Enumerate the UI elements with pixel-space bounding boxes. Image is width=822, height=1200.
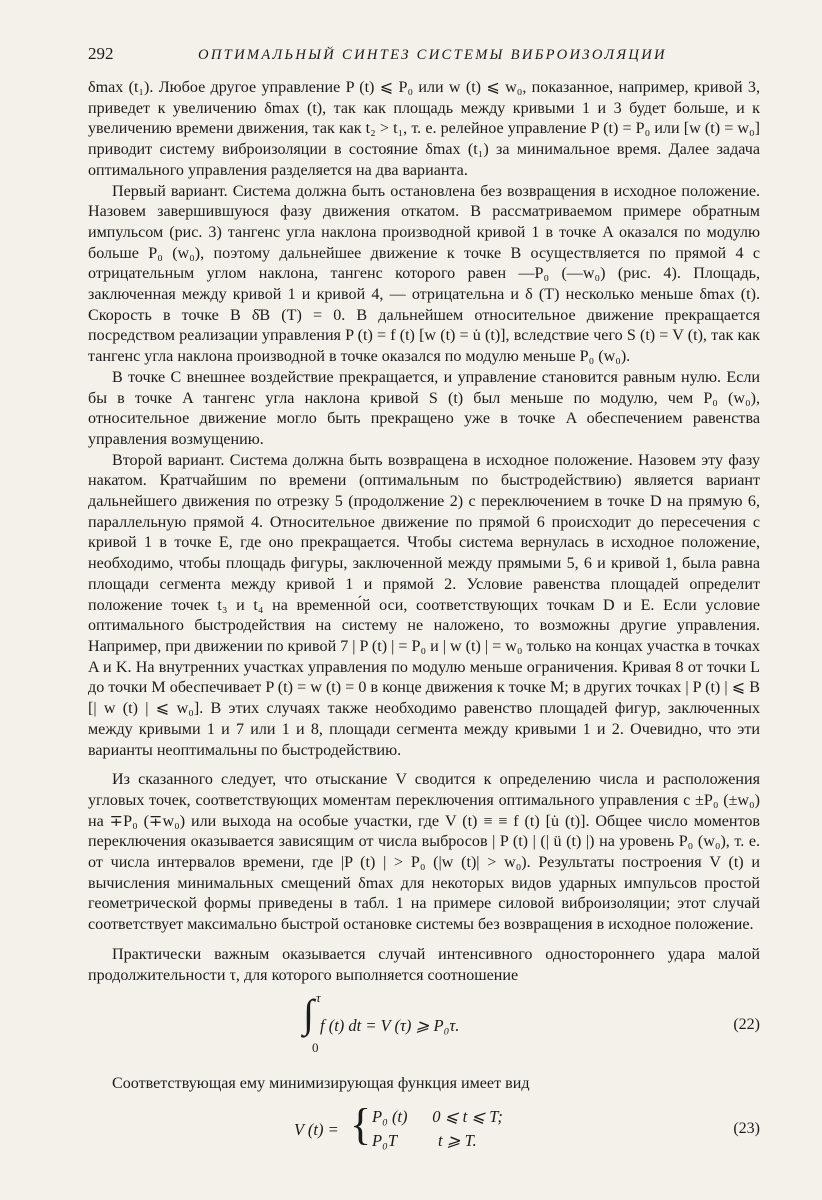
equation-23-row-2: P₀T t ⩾ T. [372, 1130, 477, 1150]
integral-upper-limit: τ [316, 990, 321, 1006]
paragraph-4: Второй вариант. Система должна быть возвращена в исходное положение. Назовем эту фазу накатом. Кратчайшим по времени (оптимальным по быстродействию) является вариант дальнейшего движения по отрезку 5 (продолжение 2) с переключением в точке D на прямую 6, параллельную прямой 4. Относительное движение по прямой 6 происходит до пересечения с кривой 1 в точке E, где оно прекращается. Чтобы система вернулась в исходное положение, необходимо, чтобы площадь фигуры, заключенной между прямыми 5, 6 и кривой 1, была равна площади сегмента между кривой 1 и прямой 2. Условие равенства площадей определит положение точек t₃ и t₄ на временно́й оси, соответствующих точкам D и E. Если условие оптимального быстродействия на систему не наложено, то возможны другие управления. Например, при движении по кривой 7 | P (t) | = P₀ и | w (t) | = w₀ только на концах участка в точках A и K. На внутренних участках управления по модулю меньше ограничения. Кривая 8 от точки L до точки M обеспечивает P (t) = w (t) = 0 в конце движения к точке M; в других точках | P (t) | ⩽ B [| w (t) | ⩽ w₀]. В этих случаях также необходимо равенство площадей фигур, заключенных между кривыми 1 и 7 или 1 и 8, площади сегмента между кривыми 1 и 2. Очевидно, что эти варианты неоптимальны по быстродействию. [88, 451, 760, 759]
equation-23-lhs: V (t) = [294, 1119, 339, 1139]
equation-22-number: (22) [733, 1016, 760, 1034]
equation-23-number: (23) [733, 1119, 760, 1137]
integral-lower-limit: 0 [312, 1040, 319, 1056]
paragraph-6: Практически важным оказывается случай интенсивного одностороннего удара малой продолжительности τ, для которого выполняется соотношение [88, 945, 760, 984]
paragraph-7: Соответствующая ему минимизирующая функция имеет вид [112, 1075, 530, 1093]
page-header [88, 44, 760, 64]
paragraph-1: δmax (t₁). Любое другое управление P (t) ⩽ P₀ или w (t) ⩽ w₀, показанное, например, кривой 3, приведет к увеличению δmax (t), так как площадь между кривыми 1 и 3 будет больше, и к увеличению времени движения, так как t₂ > t₁, т. е. релейное управление P (t) = P₀ или [w (t) = w₀] приводит систему виброизоляции в состояние δmax (t₁) за минимальное время. Далее задача оптимального управления разделяется на два варианта. [88, 79, 760, 179]
equation-22 [88, 990, 760, 1058]
left-brace: { [350, 1099, 372, 1149]
equation-23-row-1: P₀ (t) 0 ⩽ t ⩽ T; [372, 1106, 503, 1126]
page-number: 292 [88, 44, 114, 63]
running-title: ОПТИМАЛЬНЫЙ СИНТЕЗ СИСТЕМЫ ВИБРОИЗОЛЯЦИИ [198, 47, 667, 63]
paragraph-3: В точке C внешнее воздействие прекращается, и управление становится равным нулю. Если бы в точке A тангенс угла наклона кривой S (t) был меньше по модулю, чем P₀ (w₀), относительное движение могло быть прекращено уже в точке A обеспечением равенства управления возмущению. [88, 368, 760, 448]
integral-sign: ∫ [303, 991, 314, 1037]
paragraph-2: Первый вариант. Система должна быть остановлена без возвращения в исходное положение. Назовем завершившуюся фазу движения откатом. В рассматриваемом примере обратным импульсом (рис. 3) тангенс угла наклона производной кривой 1 в точке A оказался по модулю больше P₀ (w₀), поэтому дальнейшее движение к точке B осуществляется по прямой 4 с отрицательным углом наклона, тангенс которого равен —P₀ (—w₀) (рис. 4). Площадь, заключенная между кривой 1 и кривой 4, — отрицательна и δ (T) несколько меньше δmax (t). Скорость в точке B δ̇B (T) = 0. В дальнейшем относительное движение прекращается посредством реализации управления P (t) = f (t) [w (t) = u̇ (t)], вследствие чего S (t) = V (t), так как тангенс угла наклона производной в точке оказался по модулю меньше P₀ (w₀). [88, 182, 760, 366]
paragraph-5: Из сказанного следует, что отыскание V сводится к определению числа и расположения угловых точек, соответствующих моментам переключения оптимального управления с ±P₀ (±w₀) на ∓P₀ (∓w₀) или выхода на особые участки, где V (t) ≡ ≡ f (t) [u̇ (t)]. Общее число моментов переключения оказывается зависящим от числа выбросов | P (t) | (| ü (t) |) на уровень P₀ (w₀), т. е. от числа интервалов времени, где |P (t) | > P₀ (|w (t)| > w₀). Результаты построения V (t) и вычисления минимальных смещений δmax для некоторых видов ударных импульсов простой геометрической формы приведены в табл. 1 на примере силовой виброизоляции; этот случай соответствует максимально быстрой остановке системы без возвращения в исходное положение. [88, 771, 760, 934]
equation-23 [88, 1099, 760, 1159]
equation-22-expression: f (t) dt = V (τ) ⩾ P₀τ. [320, 1016, 460, 1036]
